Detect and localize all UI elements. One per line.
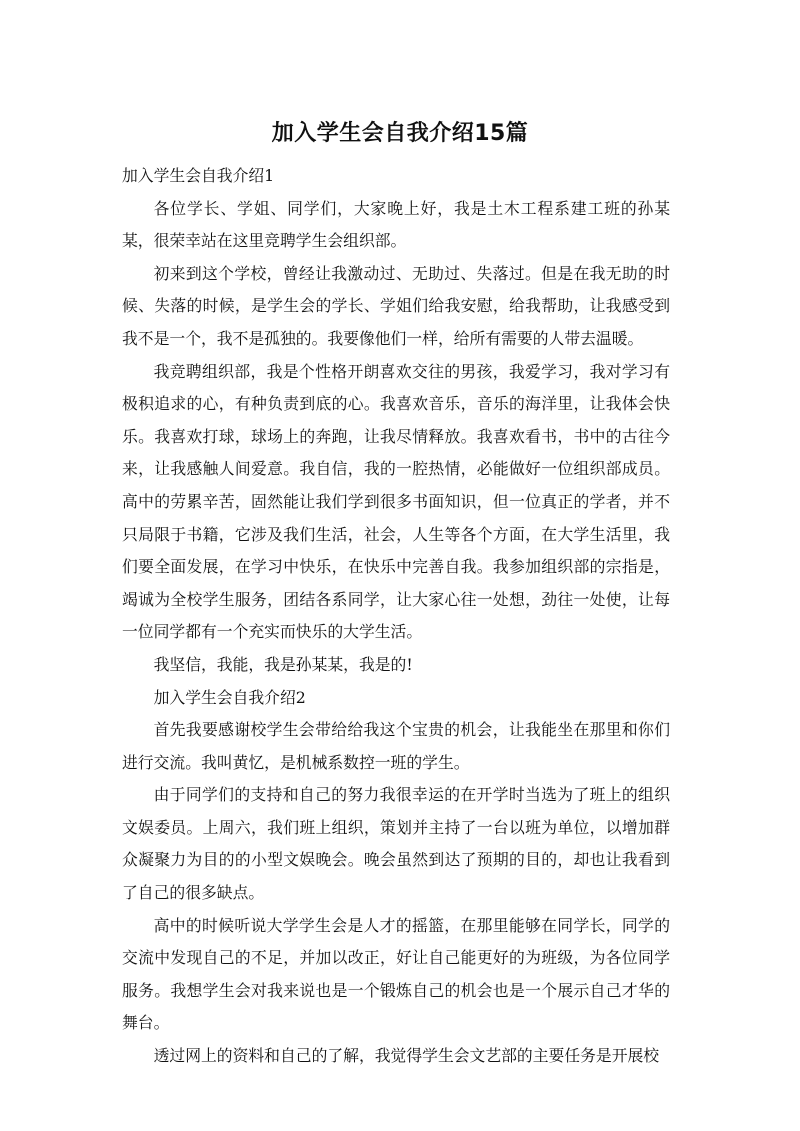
paragraph: 各位学长、学姐、同学们，大家晚上好，我是土木工程系建工班的孙某某，很荣幸站在这里竞聘学生会组织部。 — [122, 198, 670, 251]
paragraph: 我坚信，我能，我是孙某某，我是的! — [153, 654, 413, 674]
paragraph: 高中的时候听说大学学生会是人才的摇篮，在那里能够在同学长，同学的交流中发现自己的不足，并加以改正，好让自己能更好的为班级，为各位同学服务。我想学生会对我来说也是一个锻炼自己的机会也是一个展示自己才华的舞台。 — [122, 915, 670, 1033]
section-heading: 加入学生会自我介绍1 — [122, 166, 275, 185]
paragraph: 透过网上的资料和自己的了解，我觉得学生会文艺部的主要任务是开展校 — [153, 1046, 660, 1066]
paragraph: 首先我要感谢校学生会带给给我这个宝贵的机会，让我能坐在那里和你们进行交流。我叫黄忆，是机械系数控一班的学生。 — [122, 720, 670, 772]
document-title: 加入学生会自我介绍15篇 — [271, 121, 529, 146]
section-heading: 加入学生会自我介绍2 — [153, 687, 306, 707]
paragraph: 我竞聘组织部，我是个性格开朗喜欢交往的男孩，我爱学习，我对学习有极积追求的心，有种负责到底的心。我喜欢音乐，音乐的海洋里，让我体会快乐。我喜欢打球，球场上的奔跑，让我尽情释放。我喜欢看书，书中的古往今来，让我感触人间爱意。我自信，我的一腔热情，必能做好一位组织部成员。高中的劳累辛苦，固然能让我们学到很多书面知识，但一位真正的学者，并不只局限于书籍，它涉及我们生活，社会，人生等各个方面，在大学生活里，我们要全面发展，在学习中快乐，在快乐中完善自我。我参加组织部的宗指是，竭诚为全校学生服务，团结各系同学，让大家心往一处想，劲往一处使，让每一位同学都有一个充实而快乐的大学生活。 — [122, 361, 670, 642]
paragraph: 由于同学们的支持和自己的努力我很幸运的在开学时当选为了班上的组织文娱委员。上周六，我们班上组织，策划并主持了一台以班为单位，以增加群众凝聚力为目的的小型文娱晚会。晚会虽然到达了预期的目的，却也让我看到了自己的很多缺点。 — [122, 785, 670, 903]
paragraph: 初来到这个学校，曾经让我激动过、无助过、失落过。但是在我无助的时候、失落的时候，是学生会的学长、学姐们给我安慰，给我帮助，让我感受到我不是一个，我不是孤独的。我要像他们一样，给所有需要的人带去温暖。 — [122, 263, 670, 348]
document-body — [122, 160, 670, 1073]
